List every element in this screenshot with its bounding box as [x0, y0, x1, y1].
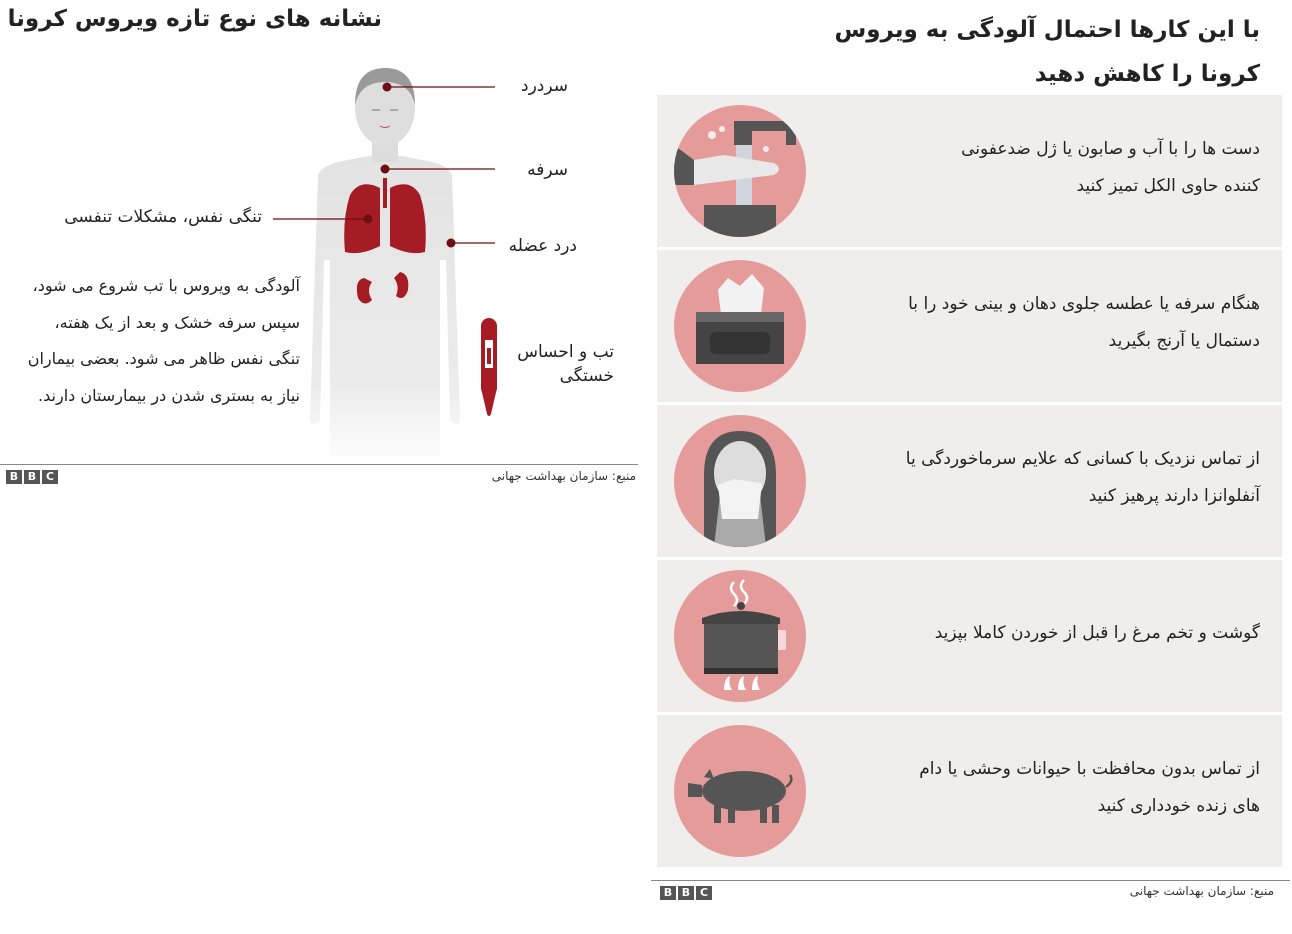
- prevention-card: [657, 250, 1282, 402]
- hand-washing-icon: [674, 105, 806, 237]
- prevention-card: [657, 95, 1282, 247]
- prevention-text: دست ها را با آب و صابون یا ژل ضدعفونی کننده حاوی الکل تمیز کنید: [961, 139, 1260, 196]
- source-right: منبع: سازمان بهداشت جهانی: [1129, 884, 1274, 898]
- symptoms-description: آلودگی به ویروس با تب شروع می شود، سپس سرفه خشک و بعد از یک هفته، تنگی نفس ظاهر می شود. بعضی بیماران نیاز به بستری شدن در بیمارستان دارند.: [27, 276, 300, 405]
- connector-lines: [240, 70, 510, 260]
- prevention-card: [657, 715, 1282, 867]
- prevention-text: از تماس بدون محافظت با حیوانات وحشی یا دام های زنده خودداری کنید: [919, 759, 1260, 816]
- prevention-card: [657, 405, 1282, 557]
- prevention-text: هنگام سرفه یا عطسه جلوی دهان و بینی خود را با دستمال یا آرنج بگیرید: [908, 294, 1260, 351]
- label-breathing: تنگی نفس، مشکلات تنفسی: [64, 207, 262, 227]
- left-divider: [0, 464, 638, 465]
- label-fever: تب و احساس خستگی: [517, 342, 614, 386]
- right-title: با این کارها احتمال آلودگی به ویروس کرونا را کاهش دهید: [834, 17, 1260, 87]
- left-title: نشانه های نوع تازه ویروس کرونا: [7, 6, 382, 32]
- prevention-card: [657, 560, 1282, 712]
- tissue-box-icon: [674, 260, 806, 392]
- bbc-logo-left: B B C: [6, 470, 58, 484]
- label-headache: سردرد: [521, 76, 568, 96]
- cooking-pot-icon: [674, 570, 806, 702]
- bbc-logo-right: B B C: [660, 886, 712, 900]
- label-cough: سرفه: [527, 160, 568, 180]
- source-left: منبع: سازمان بهداشت جهانی: [491, 469, 636, 483]
- thermometer-icon: [478, 318, 500, 418]
- prevention-text: از تماس نزدیک با کسانی که علایم سرماخوردگی یا آنفلوانزا دارند پرهیز کنید: [905, 449, 1260, 506]
- label-muscle-pain: درد عضله: [508, 236, 577, 256]
- right-divider: [651, 880, 1290, 881]
- pig-icon: [674, 725, 806, 857]
- prevention-text: گوشت و تخم مرغ را قبل از خوردن کاملا بپزید: [934, 623, 1260, 643]
- sneezing-person-icon: [674, 415, 806, 547]
